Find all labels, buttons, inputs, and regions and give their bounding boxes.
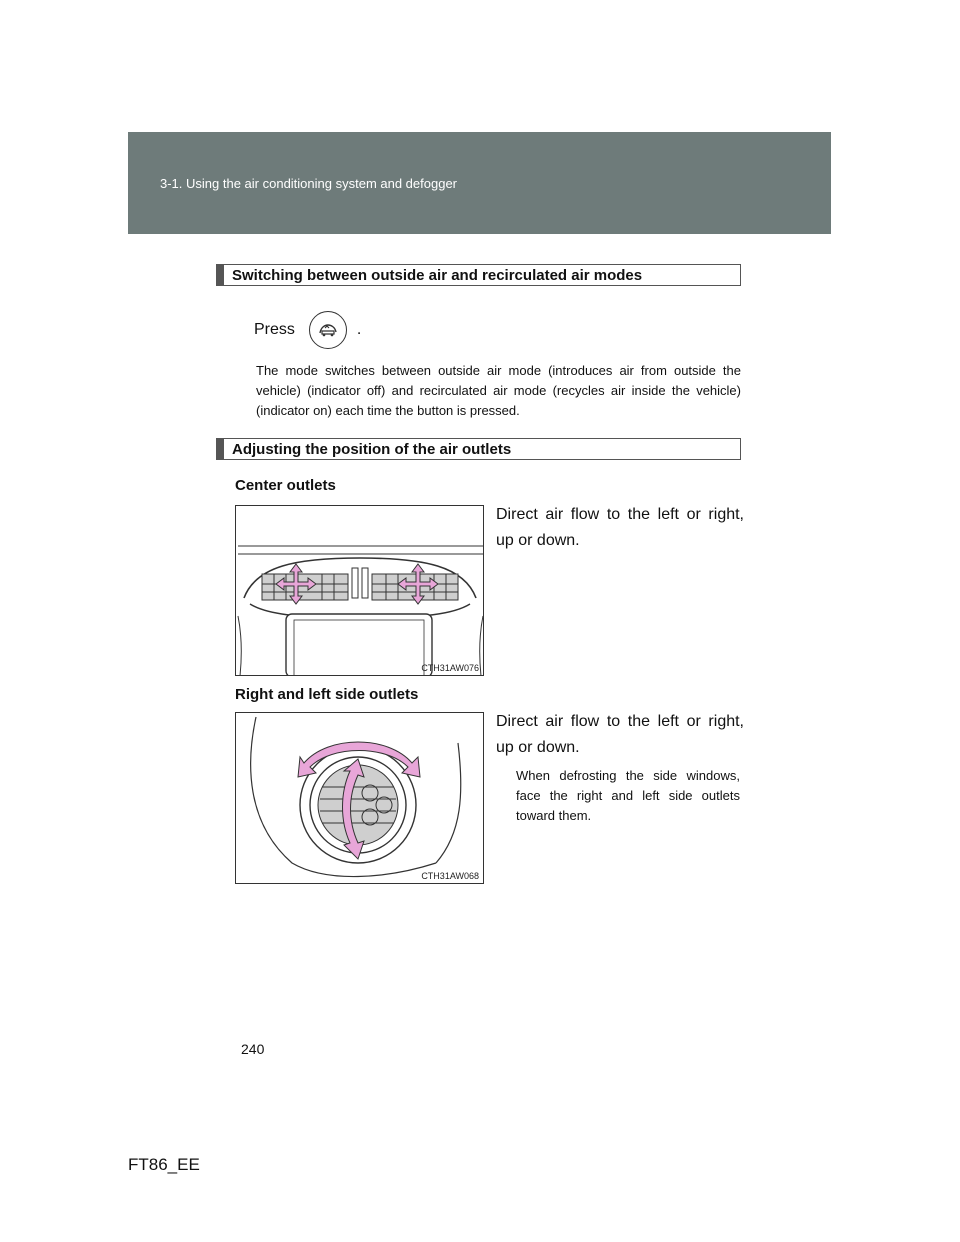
- side-outlets-note: When defrosting the side windows, face the right and left side outlets toward them.: [516, 768, 740, 823]
- press-instruction: [254, 311, 361, 349]
- center-outlets-heading: Center outlets: [235, 477, 336, 494]
- recirculation-icon: [309, 311, 347, 349]
- heading-tab: [217, 439, 224, 459]
- air-mode-note: The mode switches between outside air mode (introduces air from outside the vehicle) (indicator off) and recirculated air mode (recycles air inside the vehicle) (indicator on) each time the button is pressed.: [256, 363, 741, 418]
- figure-code: CTH31AW076: [421, 663, 479, 673]
- side-outlets-heading: Right and left side outlets: [235, 686, 419, 703]
- section-heading-label: Adjusting the position of the air outlets: [232, 441, 512, 458]
- footer-code: FT86_EE: [128, 1155, 200, 1174]
- header-band: [128, 132, 831, 234]
- section-heading-outlets: [216, 438, 741, 460]
- center-outlets-figure: [235, 505, 484, 676]
- section-heading-air-mode: [216, 264, 741, 286]
- section-heading-label: Switching between outside air and recirculated air modes: [232, 267, 643, 284]
- press-label: Press: [254, 321, 295, 338]
- center-vents-illustration: [236, 506, 484, 676]
- press-period: .: [356, 321, 362, 338]
- heading-tab: [217, 265, 224, 285]
- center-outlets-text: Direct air flow to the left or right, up or down.: [496, 506, 744, 549]
- side-outlets-text: Direct air flow to the left or right, up or down.: [496, 713, 744, 756]
- side-outlets-figure: [235, 712, 484, 884]
- page-number: 240: [241, 1041, 265, 1057]
- figure-code: CTH31AW068: [421, 871, 479, 881]
- chapter-title: 3-1. Using the air conditioning system and defogger: [160, 176, 458, 191]
- side-vent-illustration: [236, 713, 484, 884]
